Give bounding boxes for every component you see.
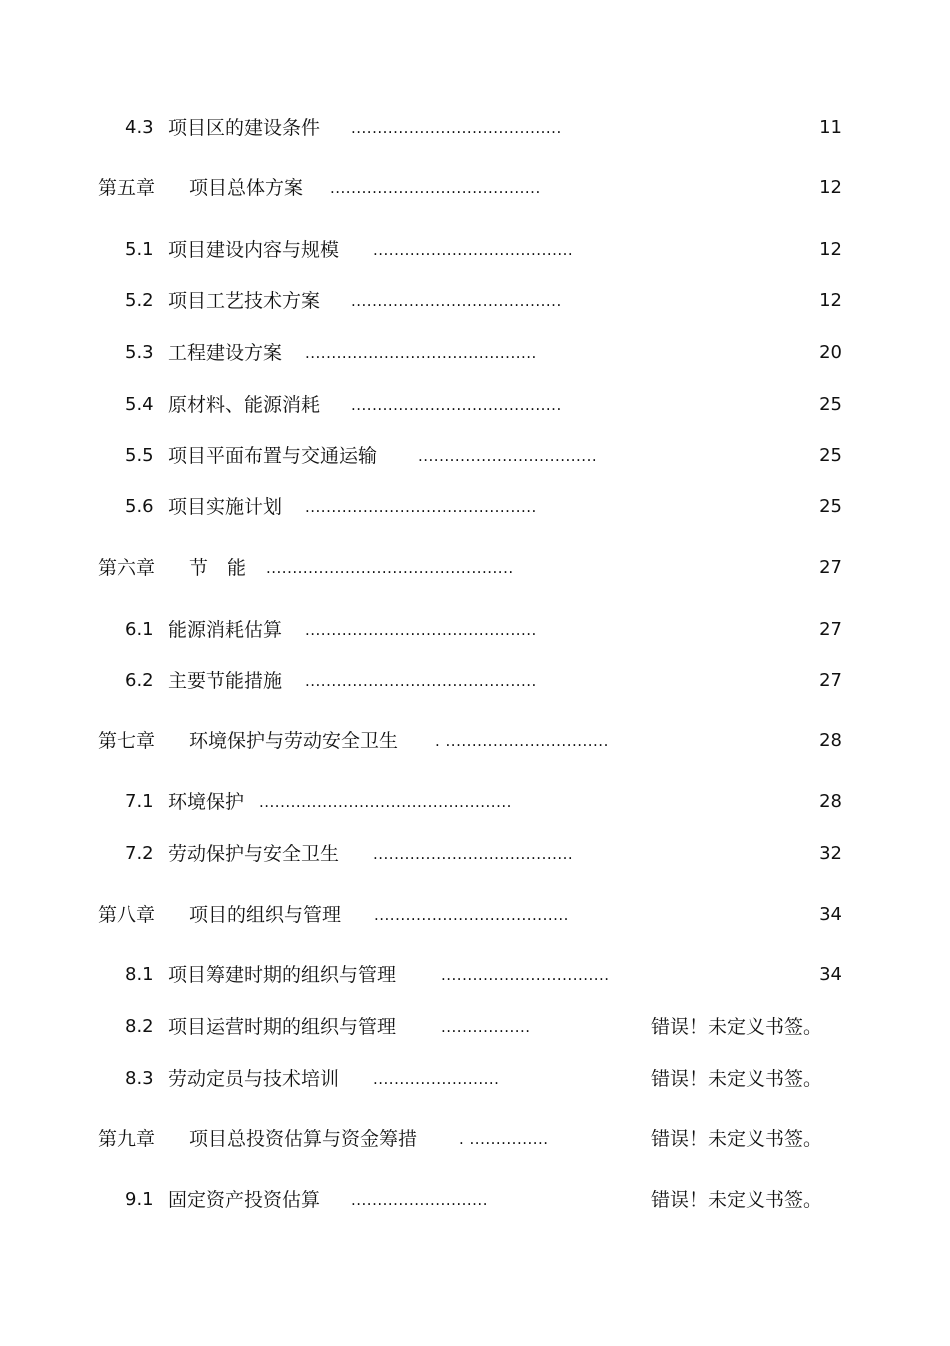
toc-chapter-number: 第五章 [98, 177, 156, 199]
toc-entry[interactable] [125, 960, 842, 990]
toc-entry-number: 4.3 [125, 117, 154, 138]
toc-page-number: 28 [819, 791, 842, 812]
toc-page-number: 27 [819, 557, 842, 578]
toc-page-number: 20 [819, 342, 842, 363]
toc-entry-number: 8.2 [125, 1016, 154, 1037]
toc-page-number: 34 [819, 964, 842, 985]
toc-entry-number: 5.2 [125, 290, 154, 311]
toc-entry[interactable] [125, 839, 842, 869]
toc-entry-title: 项目的组织与管理 [189, 904, 342, 926]
toc-page-number: 12 [819, 239, 842, 260]
toc-entry[interactable] [125, 235, 842, 265]
toc-page-number: 12 [819, 177, 842, 198]
toc-chapter-number: 第六章 [98, 557, 156, 579]
toc-leader-dots: .......................... [351, 1191, 488, 1209]
toc-page-number: 27 [819, 670, 842, 691]
bookmark-error-text: 错误！未定义书签。 [651, 1128, 823, 1150]
toc-leader-dots: ........................................ [351, 396, 562, 414]
toc-leader-dots: ............................................ [305, 344, 537, 362]
toc-entry-number: 7.2 [125, 843, 154, 864]
toc-chapter-number: 第七章 [98, 730, 156, 752]
toc-entry[interactable] [125, 1185, 842, 1215]
toc-entry-number: 6.2 [125, 670, 154, 691]
toc-chapter[interactable] [98, 726, 842, 756]
toc-entry[interactable] [125, 113, 842, 143]
toc-entry[interactable] [125, 441, 842, 471]
toc-entry-number: 6.1 [125, 619, 154, 640]
toc-page-number: 34 [819, 904, 842, 925]
toc-leader-dots: . ............................... [435, 732, 609, 750]
bookmark-error-text: 错误！未定义书签。 [651, 1189, 823, 1211]
toc-entry-title: 劳动定员与技术培训 [168, 1068, 340, 1090]
toc-entry[interactable] [125, 286, 842, 316]
toc-page-number: 25 [819, 394, 842, 415]
toc-entry-number: 9.1 [125, 1189, 154, 1210]
toc-entry[interactable] [125, 390, 842, 420]
toc-entry[interactable] [125, 666, 842, 696]
toc-page-number: 11 [819, 117, 842, 138]
toc-entry-number: 8.3 [125, 1068, 154, 1089]
toc-entry-title: 工程建设方案 [168, 342, 283, 364]
toc-entry[interactable] [125, 615, 842, 645]
toc-chapter-number: 第八章 [98, 904, 156, 926]
toc-page-number: 32 [819, 843, 842, 864]
toc-entry-number: 5.1 [125, 239, 154, 260]
toc-leader-dots: ........................................ [330, 179, 541, 197]
toc-chapter[interactable] [98, 553, 842, 583]
toc-entry-number: 8.1 [125, 964, 154, 985]
toc-entry-number: 7.1 [125, 791, 154, 812]
toc-entry[interactable] [125, 787, 842, 817]
toc-chapter[interactable] [98, 1124, 842, 1154]
bookmark-error-text: 错误！未定义书签。 [651, 1068, 823, 1090]
toc-entry-title: 固定资产投资估算 [168, 1189, 321, 1211]
toc-entry-title: 项目筹建时期的组织与管理 [168, 964, 397, 986]
toc-entry-number: 5.3 [125, 342, 154, 363]
toc-entry-title: 项目工艺技术方案 [168, 290, 321, 312]
toc-page-number: 28 [819, 730, 842, 751]
toc-entry-title: 项目运营时期的组织与管理 [168, 1016, 397, 1038]
toc-leader-dots: ................................................ [259, 793, 512, 811]
toc-entry-title: 主要节能措施 [168, 670, 283, 692]
toc-leader-dots: ............................................ [305, 672, 537, 690]
toc-page-number: 27 [819, 619, 842, 640]
toc-entry-title: 项目总体方案 [189, 177, 304, 199]
toc-chapter[interactable] [98, 173, 842, 203]
toc-page-number: 12 [819, 290, 842, 311]
toc-leader-dots: ........................................ [351, 119, 562, 137]
toc-entry-title: 环境保护 [168, 791, 245, 813]
toc-entry-title: 项目建设内容与规模 [168, 239, 340, 261]
toc-leader-dots: ........................................ [351, 292, 562, 310]
toc-leader-dots: ................................ [441, 966, 610, 984]
toc-chapter-number: 第九章 [98, 1128, 156, 1150]
toc-entry[interactable] [125, 1012, 842, 1042]
toc-chapter[interactable] [98, 900, 842, 930]
toc-entry[interactable] [125, 1064, 842, 1094]
toc-entry-title: 劳动保护与安全卫生 [168, 843, 340, 865]
toc-entry-title: 原材料、能源消耗 [168, 394, 321, 416]
toc-entry-title: 项目总投资估算与资金筹措 [189, 1128, 418, 1150]
toc-leader-dots: ...................................... [373, 241, 574, 259]
toc-entry-number: 5.6 [125, 496, 154, 517]
toc-leader-dots: ...................................... [373, 845, 574, 863]
toc-page-number: 25 [819, 445, 842, 466]
toc-entry-title: 项目区的建设条件 [168, 117, 321, 139]
toc-entry[interactable] [125, 492, 842, 522]
toc-leader-dots: ................. [441, 1018, 531, 1036]
toc-entry-number: 5.5 [125, 445, 154, 466]
toc-entry[interactable] [125, 338, 842, 368]
toc-entry-title: 项目平面布置与交通运输 [168, 445, 378, 467]
toc-leader-dots: ............................................... [266, 559, 514, 577]
toc-entry-title: 项目实施计划 [168, 496, 283, 518]
toc-leader-dots: ........................ [373, 1070, 500, 1088]
toc-leader-dots: ..................................... [374, 906, 569, 924]
toc-entry-title: 节 能 [189, 557, 247, 579]
toc-leader-dots: ............................................ [305, 498, 537, 516]
toc-leader-dots: .................................. [418, 447, 598, 465]
toc-page-number: 25 [819, 496, 842, 517]
toc-entry-title: 环境保护与劳动安全卫生 [189, 730, 399, 752]
toc-entry-title: 能源消耗估算 [168, 619, 283, 641]
toc-leader-dots: ............................................ [305, 621, 537, 639]
toc-entry-number: 5.4 [125, 394, 154, 415]
bookmark-error-text: 错误！未定义书签。 [651, 1016, 823, 1038]
toc-leader-dots: . ............... [459, 1130, 549, 1148]
